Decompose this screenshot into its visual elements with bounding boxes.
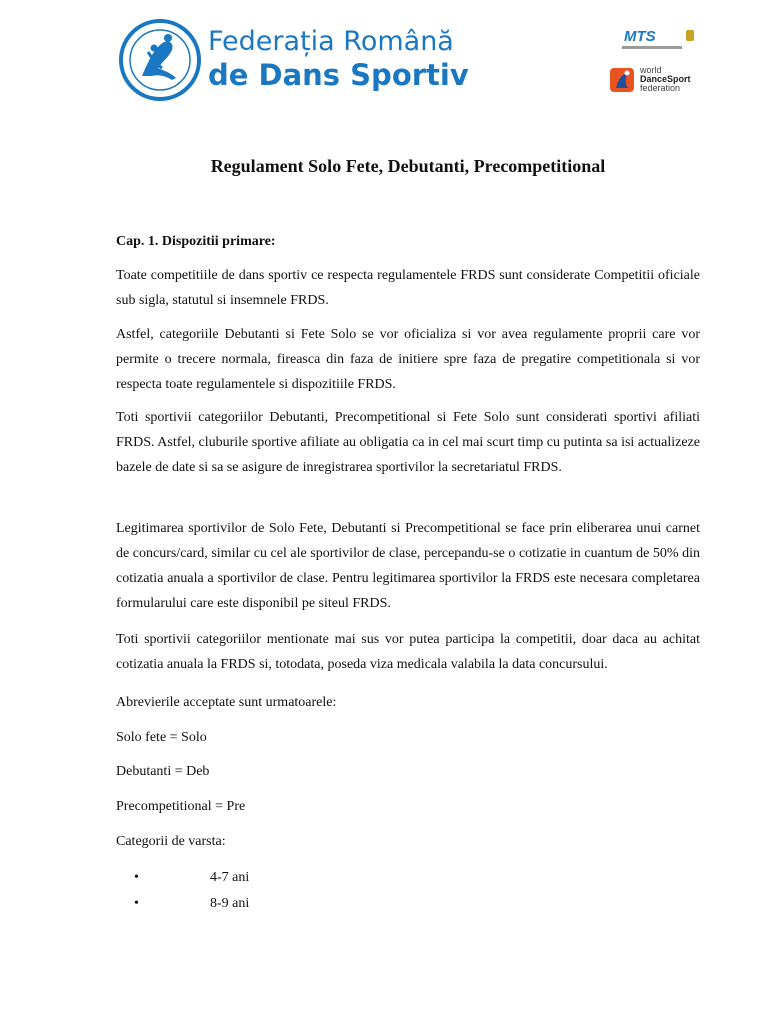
frds-logo xyxy=(118,18,469,102)
paragraph-3: Toti sportivii categoriilor Debutanti, Precompetitional si Fete Solo sunt considerati sportivi afiliati FRDS. Astfel, cluburile sportive afiliate au obligatia ca in cel mai scurt timp cu putinta sa isi actualizeze bazele de date si sa se asigure de inregistrarea sportivilor la secretariatul FRDS. xyxy=(116,410,700,475)
wdsf-line1: world xyxy=(640,65,662,75)
page-title: Regulament Solo Fete, Debutanti, Precompetitional xyxy=(210,156,606,176)
abbrev-item-deb: Debutanti = Deb xyxy=(116,764,210,779)
wdsf-logo xyxy=(606,64,696,96)
frds-wordmark xyxy=(208,26,469,92)
page-header xyxy=(0,0,768,110)
org-name-line1: Federația Română xyxy=(208,26,454,57)
age-categories-intro: Categorii de varsta: xyxy=(116,834,226,849)
age-category-1: 4-7 ani xyxy=(210,870,250,885)
paragraph-4: Legitimarea sportivilor de Solo Fete, Debutanti si Precompetitional se face prin eliberarea unui carnet de concurs/card, similar cu cel ale sportivilor de clase, percepandu-se o cotizatie in cuantum de 50% din cotizatia anuala a sportivilor de clase. Pentru legitimarea sportivilor la FRDS este necesara completarea formularului care este disponibil pe siteul FRDS. xyxy=(116,521,700,611)
mts-logo xyxy=(614,26,694,56)
abbrev-item-solo: Solo fete = Solo xyxy=(116,730,207,745)
mts-logo-text: MTS xyxy=(624,28,656,45)
romania-crest-icon xyxy=(686,30,694,41)
paragraph-1: Toate competitiile de dans sportiv ce respecta regulamentele FRDS sunt considerate Competitii oficiale sub sigla, statutul si insemnele FRDS. xyxy=(116,268,700,308)
bullet-icon: • xyxy=(134,896,139,911)
wdsf-line3: federation xyxy=(640,83,681,93)
abbrev-intro: Abrevierile acceptate sunt urmatoarele: xyxy=(116,695,337,710)
wdsf-dancer-icon xyxy=(608,66,636,94)
age-category-2: 8-9 ani xyxy=(210,896,250,911)
paragraph-5: Toti sportivii categoriilor mentionate mai sus vor putea participa la competitii, doar daca au achitat cotizatia anuala la FRDS si, totodata, poseda viza medicala valabila la data concursului. xyxy=(116,632,700,672)
document-body xyxy=(116,150,700,911)
org-name-line2: de Dans Sportiv xyxy=(208,58,469,92)
paragraph-2: Astfel, categoriile Debutanti si Fete Solo se vor oficializa si vor avea regulamente proprii care vor permite o trecere normala, fireasca din faza de initiere spre faza de pregatire competitionala si vor respecta toate regulamentele si dispozitiile FRDS. xyxy=(116,327,700,392)
wdsf-line2: DanceSport xyxy=(640,74,691,84)
mts-underline xyxy=(622,46,682,49)
chapter-heading: Cap. 1. Dispozitii primare: xyxy=(116,234,276,249)
wdsf-wordmark xyxy=(640,66,691,93)
frds-seal-icon xyxy=(118,18,202,102)
bullet-icon: • xyxy=(134,870,139,885)
abbrev-item-pre: Precompetitional = Pre xyxy=(116,799,246,814)
